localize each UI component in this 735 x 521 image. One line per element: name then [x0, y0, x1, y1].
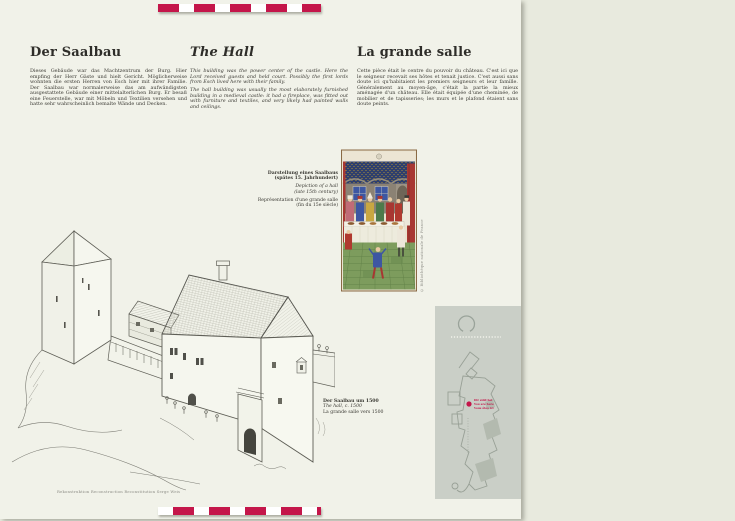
body-english-paragraph-1: This building was the power center of the castle. Here the Lord received guests and held court. Possibly the first lords from Esch lived here with their family. — [190, 68, 348, 86]
castle-reconstruction-drawing — [10, 222, 335, 492]
column-german — [30, 46, 187, 110]
miniature-caption-de-2: (spätes 15. Jahrhundert) — [274, 176, 338, 182]
heading-english: The Hall — [190, 45, 255, 60]
banquet-scene-graphic — [341, 149, 417, 292]
body-english-paragraph-2: The hall building was usually the most elaborately furnished building in a medieval castle: it had a fireplace, was fitted out with furniture and textiles, and very likely had painted walls and ceilings. — [190, 87, 348, 110]
column-french — [357, 46, 518, 110]
miniature-caption-en-1: Depiction of a hall — [295, 184, 338, 190]
banquet-miniature-illustration — [341, 149, 417, 292]
location-marker-label-en: You are here — [474, 402, 494, 406]
column-english — [190, 46, 348, 113]
drawing-caption-fr: La grande salle vers 1500 — [323, 409, 384, 415]
miniature-credit-text: © Bibliothèque nationale de France — [420, 219, 424, 292]
castle-plan-map — [435, 306, 521, 499]
hazard-stripe-top — [158, 4, 321, 12]
miniature-caption-de-1: Darstellung eines Saalbaus — [267, 171, 338, 176]
drawing-credit: Rekonstruktion Reconstruction Reconstitution Serge Weis — [57, 489, 181, 494]
location-marker-dot — [466, 401, 471, 406]
open-circle-icon — [459, 316, 475, 332]
drawing-caption — [323, 399, 415, 415]
location-marker-label-fr: Vous êtes ici — [474, 406, 494, 410]
miniature-caption-en-2: (late 15th century) — [294, 189, 338, 195]
map-sidebar — [435, 306, 521, 499]
body-french: Cette pièce était le centre du pouvoir du château. C'est ici que le seigneur recevait ses hôtes et tenait justice. C'est aussi sans doute ici qu'habitaient les premiers seigneurs et leur famille. Généralement au moyen-âge, c'était la partie la mieux aménagée d'un château. Elle était équipée d'une cheminée, de mobilier et de tapisseries; les murs et le plafond étaient sans doute peints. — [357, 68, 518, 108]
drawing-caption-en: The hall, c. 1500 — [323, 404, 362, 410]
hazard-stripe-bottom — [158, 507, 321, 515]
miniature-caption — [218, 171, 338, 211]
drawing-caption-de: Der Saalbau um 1500 — [323, 399, 379, 404]
castle-sketch-graphic — [10, 222, 335, 492]
heading-french: La grande salle — [357, 45, 472, 60]
heading-german: Der Saalbau — [30, 45, 122, 60]
miniature-credit — [420, 149, 427, 292]
miniature-caption-fr-1: Représentation d'une grande salle — [257, 197, 338, 203]
location-marker-label-lb: Dir sidd hei — [474, 398, 493, 402]
miniature-caption-fr-2: (fin du 15e siècle) — [296, 203, 338, 209]
body-german: Dieses Gebäude war das Machtzentrum der Burg. Hier empfing der Herr Gäste und hielt Gericht. Möglicherweise wohnten die ersten Herren von Esch hier mit ihrer Familie. Der Saalbau war normalerweise das am aufwändigsten ausgestattete Gebäude einer mittelalterlichen Burg. Er besaß eine Feuerstelle, war mit Möbeln und Textilien versehen und hatte sehr wahrscheinlich bemalte Wände und Decken. — [30, 68, 187, 108]
